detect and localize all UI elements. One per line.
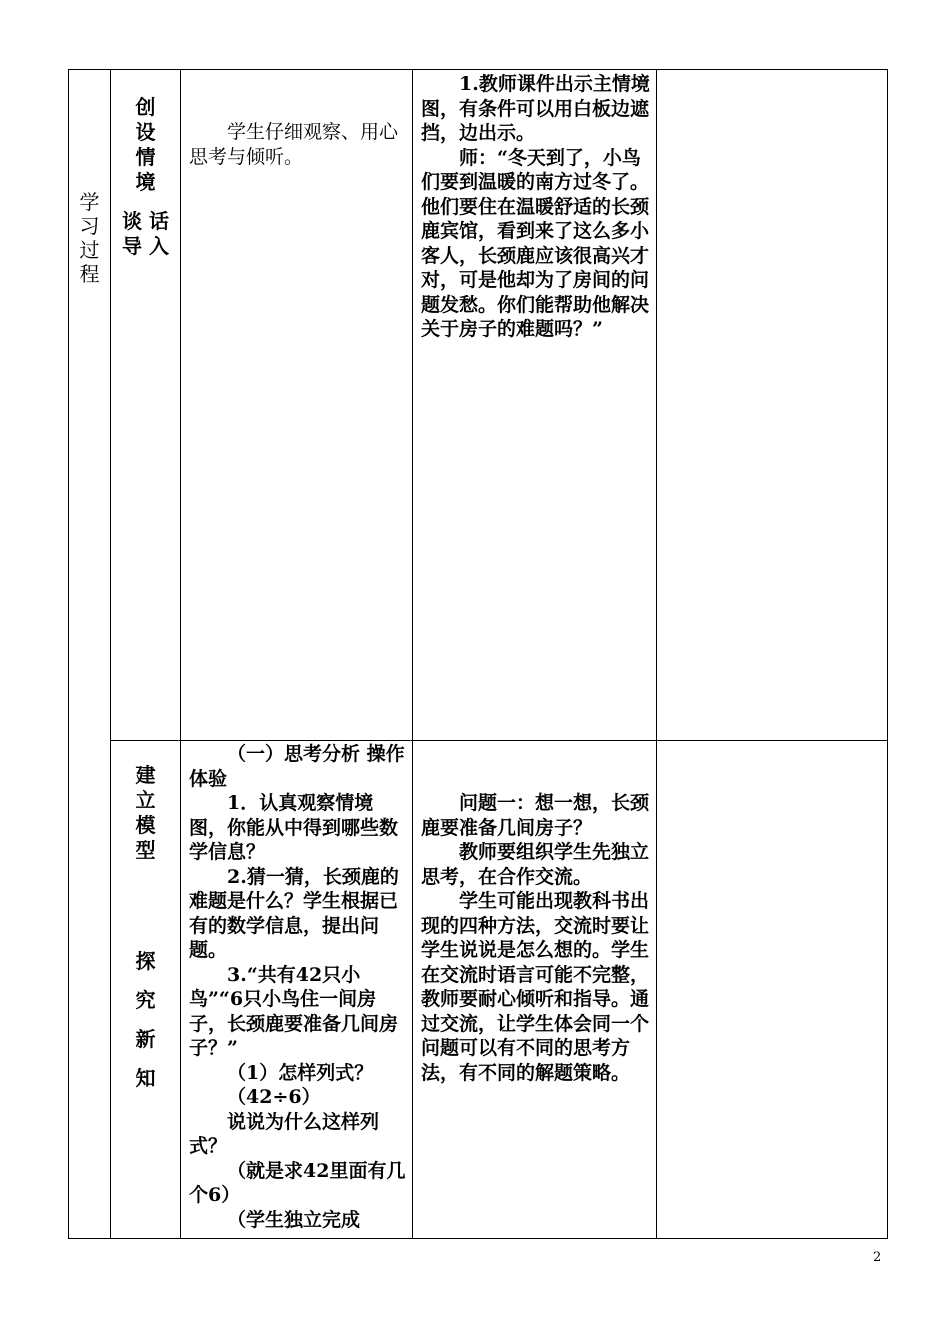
paragraph: 问题一：想一想，长颈鹿要准备几间房子？ <box>421 792 650 839</box>
student-activity-cell <box>181 70 413 741</box>
step-char: 知 <box>135 1066 156 1090</box>
paragraph: （1）怎样列式？ <box>227 1061 374 1084</box>
step-label-cell <box>111 70 181 741</box>
step-char: 立 <box>135 788 156 812</box>
stage-char: 习 <box>79 214 100 238</box>
paragraph: （一）思考分析 操作体验 <box>189 743 405 790</box>
step-char: 究 <box>135 988 156 1012</box>
teacher-guidance-cell <box>413 741 657 1239</box>
paragraph: 学生可能出现教科书出现的四种方法，交流时要让学生说说是怎么想的。学生在交流时语言可能不完整，教师要耐心倾听和指导。通过交流，让学生体会同一个问题可以有不同的思考方法，有不同的解题策略。 <box>421 890 650 1084</box>
step-char: 境 <box>135 170 156 194</box>
page-number: 2 <box>873 1250 882 1265</box>
teacher-guidance-text <box>413 70 656 342</box>
teacher-guidance-text <box>413 741 656 1085</box>
step-char: 探 <box>135 949 156 973</box>
stage-label <box>69 70 110 286</box>
paragraph: 2.猜一猜，长颈鹿的难题是什么？学生根据已有的数学信息，提出问题。 <box>189 865 399 961</box>
step-char: 设 <box>135 120 156 144</box>
table-row <box>69 741 888 1239</box>
student-activity-text <box>181 741 412 1232</box>
step-char: 新 <box>135 1027 156 1051</box>
paragraph: （就是求42里面有几个6） <box>189 1159 406 1206</box>
stage-char: 学 <box>79 190 100 214</box>
step-char: 情 <box>135 145 156 169</box>
paragraph: 说说为什么这样列式？ <box>189 1110 380 1157</box>
student-activity-text <box>181 70 412 169</box>
step-char: 建 <box>135 763 156 787</box>
step-label-2 <box>111 741 180 1091</box>
paragraph: 学生仔细观察、用心思考与倾听。 <box>189 121 399 168</box>
paragraph: 师：“冬天到了，小鸟们要到温暖的南方过冬了。他们要住在温暖舒适的长颈鹿宾馆，看到来了这么多小客人，长颈鹿应该很高兴才对，可是他却为了房间的问题发愁。你们能帮助他解决关于房子的难题吗？” <box>421 146 650 340</box>
paragraph: 1.教师课件出示主情境图，有条件可以用白板边遮挡，边出示。 <box>421 73 650 144</box>
paragraph: （学生独立完成 <box>227 1208 361 1231</box>
notes-cell <box>657 741 888 1239</box>
paragraph: 1．认真观察情境图，你能从中得到哪些数学信息？ <box>189 792 399 863</box>
step-label-cell <box>111 741 181 1239</box>
table-row <box>69 70 888 741</box>
paragraph: （42÷6） <box>227 1086 321 1108</box>
paragraph: 教师要组织学生先独立思考，在合作交流。 <box>421 841 650 888</box>
teacher-guidance-cell <box>413 70 657 741</box>
student-activity-cell <box>181 741 413 1239</box>
step-label-1 <box>111 70 180 259</box>
notes-cell <box>657 70 888 741</box>
stage-cell <box>69 70 111 1239</box>
step-char: 型 <box>135 838 156 862</box>
paragraph: 3.“共有42只小鸟”“6只小鸟住一间房子，长颈鹿要准备几间房子？” <box>189 963 399 1059</box>
step-char: 创 <box>135 95 156 119</box>
lesson-plan-table <box>68 69 888 1239</box>
step-char: 模 <box>135 813 156 837</box>
stage-char: 程 <box>79 262 100 286</box>
step-label-tail: 谈 话 导 入 <box>122 209 169 258</box>
stage-char: 过 <box>79 238 100 262</box>
